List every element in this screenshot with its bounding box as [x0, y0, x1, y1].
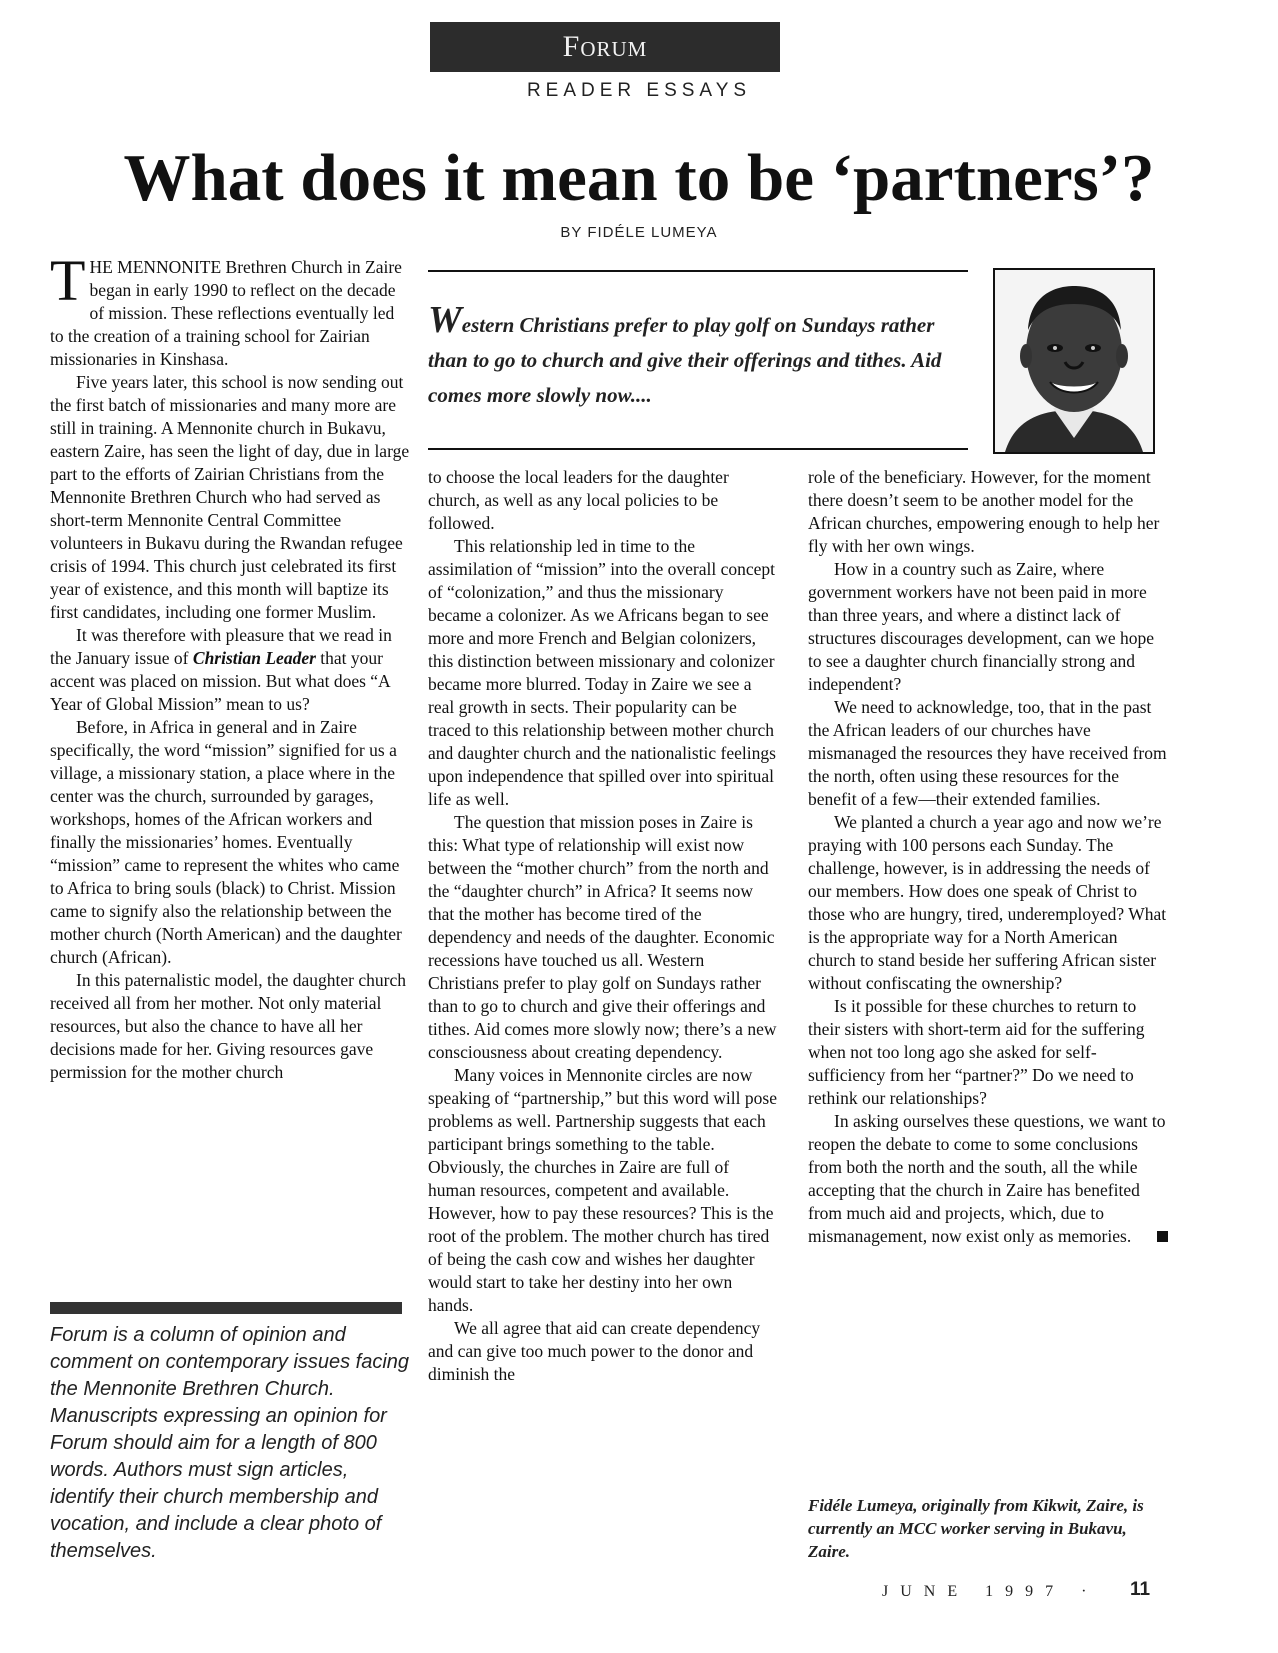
article-column-3 [808, 466, 1168, 1248]
pull-quote-text: estern Christians prefer to play golf on Sundays rather than to go to church and give their offerings and tithes. Aid comes more slowly now.... [428, 313, 942, 407]
paragraph [50, 624, 410, 716]
paragraph-text: It was therefore with pleasure that we read in the January issue of [50, 625, 392, 668]
pull-quote [428, 299, 968, 413]
paragraph: We all agree that aid can create dependency and can give too much power to the donor and diminish the [428, 1318, 761, 1384]
sidebar-rule [50, 1302, 402, 1314]
paragraph: role of the beneficiary. However, for the moment there doesn’t seem to be another model for the African churches, empowering enough to help her fly with her own wings. [808, 467, 1160, 556]
issue-date: JUNE 1997 · [882, 1583, 1099, 1600]
pull-quote-top-rule [428, 270, 968, 272]
drop-cap: T [50, 248, 86, 313]
section-label: READER ESSAYS [526, 80, 752, 101]
page-number: 11 [1130, 1579, 1151, 1600]
paragraph [50, 248, 410, 371]
article-column-1 [50, 248, 410, 1084]
lead-in: HE MENNONITE [89, 257, 222, 277]
pull-quote-bottom-rule [428, 448, 968, 450]
article-column-2 [428, 466, 778, 1386]
publication-title: Christian Leader [192, 648, 316, 668]
paragraph: How in a country such as Zaire, where government workers have not been paid in more than three years, and where a distinct lack of structures discourages development, can we hope to see a daughter church financially strong and independent? [808, 559, 1154, 694]
paragraph-text: that your accent was placed on mission. But what does “A Year of Global Mission” mean to us? [50, 648, 390, 714]
paragraph: Five years later, this school is now sending out the first batch of missionaries and many more are still in training. A Mennonite church in Bukavu, eastern Zaire, has seen the light of day, due in large part to the efforts of Zairian Christians from the Mennonite Brethren Church who had served as short-term Mennonite Central Committee volunteers in Bukavu during the Rwandan refugee crisis of 1994. This church just celebrated its first year of existence, and this month will baptize its first candidates, including one former Muslim. [50, 372, 410, 622]
paragraph: Is it possible for these churches to return to their sisters with short-term aid for the suffering when not too long ago she asked for self-sufficiency from her “partner?” Do we need to rethink our relationships? [808, 996, 1145, 1108]
author-portrait [993, 268, 1155, 454]
article-headline: What does it mean to be ‘partners’? [123, 141, 1155, 215]
paragraph: Many voices in Mennonite circles are now speaking of “partnership,” but this word will pose problems as well. Partnership suggests that each participant brings something to the table. Obviously, the churches in Zaire are full of human resources, competent and available. However, how to pay these resources? This is the root of the problem. The mother church has tired of being the cash cow and wishes her daughter would start to take her destiny into her own hands. [428, 1065, 777, 1315]
paragraph: This relationship led in time to the assimilation of “mission” into the overall concept of “colonization,” and thus the missionary became a colonizer. As we Africans began to see more and more French and Belgian colonizers, this distinction between missionary and colonizer became more blurred. Today in Zaire we see a real growth in sects. Their popularity can be traced to this relationship between mother church and daughter church and the nationalistic feelings upon independence that spilled over into spiritual life as well. [428, 536, 776, 809]
forum-note: Forum is a column of opinion and comment on contemporary issues facing the Mennonite Brethren Church. Manuscripts expressing an opinion for Forum should aim for a length of 800 words. Authors must sign articles, identify their church membership and vocation, and include a clear photo of themselves. [50, 1324, 410, 1562]
paragraph-text: In asking ourselves these questions, we want to reopen the debate to come to some conclusions from both the north and the south, all the while accepting that the church in Zaire has benefited from much aid and projects, which, due to mismanagement, now exist only as memories. [808, 1111, 1166, 1246]
paragraph: The question that mission poses in Zaire is this: What type of relationship will exist now between the “mother church” from the north and the “daughter church” in Africa? It seems now that the mother has become tired of the dependency and needs of the daughter. Economic recessions have touched us all. Western Christians prefer to play golf on Sundays rather than to go to church and give their offerings and tithes. Aid comes more slowly now; there’s a new consciousness about creating dependency. [428, 812, 777, 1062]
author-bio: Fidéle Lumeya, originally from Kikwit, Zaire, is currently an MCC worker serving in Bukavu, Zaire. [808, 1496, 1144, 1561]
end-of-article-mark [1157, 1231, 1168, 1242]
pull-quote-initial: W [428, 299, 462, 341]
paragraph: to choose the local leaders for the daughter church, as well as any local policies to be followed. [428, 467, 729, 533]
paragraph-text: Brethren Church in Zaire began in early 1990 to reflect on the decade of mission. These reflections eventually led to the creation of a training school for Zairian missionaries in Kinshasa. [50, 257, 402, 369]
forum-banner: Forum [430, 22, 780, 72]
paragraph [808, 1110, 1168, 1248]
paragraph: We need to acknowledge, too, that in the past the African leaders of our churches have mismanaged the resources they have received from the north, often using these resources for the benefit of a few—their extended families. [808, 697, 1167, 809]
portrait-image [995, 270, 1153, 452]
paragraph: In this paternalistic model, the daughter church received all from her mother. Not only material resources, but also the chance to have all her decisions made for her. Giving resources gave permission for the mother church [50, 970, 406, 1082]
paragraph: Before, in Africa in general and in Zaire specifically, the word “mission” signified for us a village, a missionary station, a place where in the center was the church, surrounded by garages, workshops, homes of the African workers and finally the missionaries’ homes. Eventually “mission” came to represent the whites who came to Africa to bring souls (black) to Christ. Mission came to signify also the relationship between the mother church (North American) and the daughter church (African). [50, 717, 402, 967]
byline: BY FIDÉLE LUMEYA [560, 224, 718, 241]
paragraph: We planted a church a year ago and now we’re praying with 100 persons each Sunday. The challenge, however, is in addressing the needs of our members. How does one speak of Christ to those who are hungry, tired, underemployed? What is the appropriate way for a North American church to stand beside her suffering African sister without confiscating the ownership? [808, 812, 1167, 993]
